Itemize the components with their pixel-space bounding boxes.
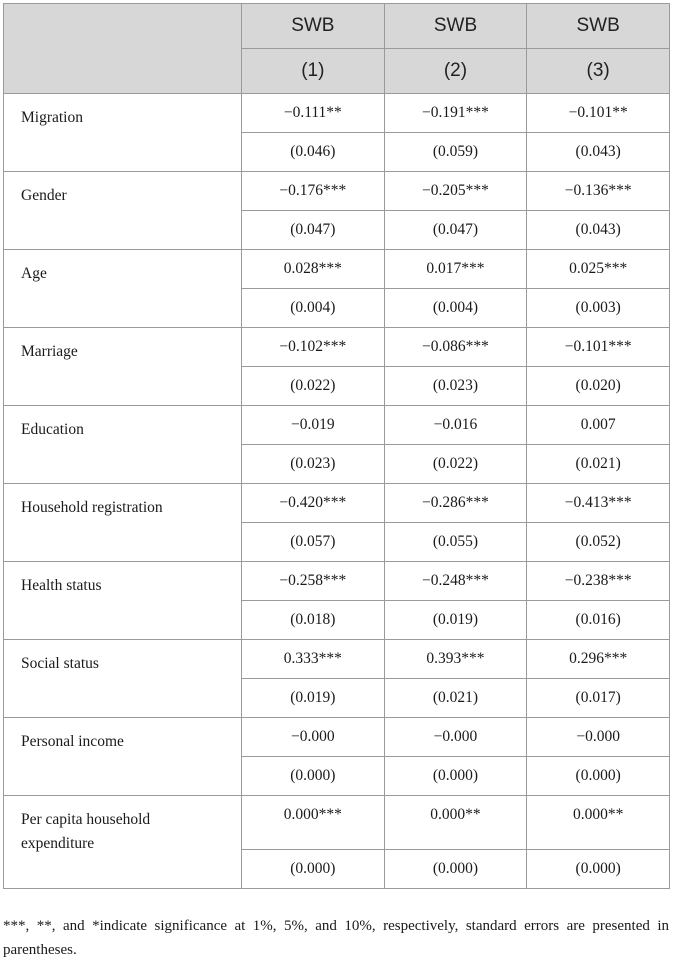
standard-error-cell: (0.057) bbox=[242, 523, 385, 562]
table-row bbox=[4, 718, 670, 757]
coefficient-cell: −0.000 bbox=[527, 718, 670, 757]
coefficient-cell: −0.286*** bbox=[384, 484, 527, 523]
table-row bbox=[4, 640, 670, 679]
table-row bbox=[4, 250, 670, 289]
coefficient-cell: 0.000** bbox=[527, 796, 670, 850]
header-model-3: (3) bbox=[527, 49, 670, 94]
standard-error-cell: (0.003) bbox=[527, 289, 670, 328]
coefficient-cell: −0.258*** bbox=[242, 562, 385, 601]
header-row-dependent bbox=[4, 4, 670, 49]
table-row bbox=[4, 484, 670, 523]
standard-error-cell: (0.022) bbox=[384, 445, 527, 484]
standard-error-cell: (0.004) bbox=[384, 289, 527, 328]
coefficient-cell: −0.101*** bbox=[527, 328, 670, 367]
header-dependent-2: SWB bbox=[384, 4, 527, 49]
coefficient-cell: 0.028*** bbox=[242, 250, 385, 289]
standard-error-cell: (0.047) bbox=[242, 211, 385, 250]
coefficient-cell: −0.248*** bbox=[384, 562, 527, 601]
standard-error-cell: (0.052) bbox=[527, 523, 670, 562]
variable-name-cell: Health status bbox=[4, 562, 242, 640]
coefficient-cell: −0.176*** bbox=[242, 172, 385, 211]
standard-error-cell: (0.004) bbox=[242, 289, 385, 328]
standard-error-cell: (0.021) bbox=[527, 445, 670, 484]
coefficient-cell: −0.413*** bbox=[527, 484, 670, 523]
table-row bbox=[4, 328, 670, 367]
coefficient-cell: −0.019 bbox=[242, 406, 385, 445]
standard-error-cell: (0.043) bbox=[527, 133, 670, 172]
variable-name-cell: Marriage bbox=[4, 328, 242, 406]
variable-name-cell: Personal income bbox=[4, 718, 242, 796]
coefficient-cell: 0.333*** bbox=[242, 640, 385, 679]
table-row bbox=[4, 562, 670, 601]
header-variable-cell bbox=[4, 4, 242, 94]
coefficient-cell: 0.296*** bbox=[527, 640, 670, 679]
coefficient-cell: −0.136*** bbox=[527, 172, 670, 211]
table-footnote: ***, **, and *indicate significance at 1%, 5%, and 10%, respectively, standard errors are presented in parentheses. bbox=[3, 918, 669, 958]
coefficient-cell: 0.017*** bbox=[384, 250, 527, 289]
header-dependent-1: SWB bbox=[242, 4, 385, 49]
coefficient-cell: −0.420*** bbox=[242, 484, 385, 523]
coefficient-cell: 0.000** bbox=[384, 796, 527, 850]
table-row bbox=[4, 406, 670, 445]
standard-error-cell: (0.059) bbox=[384, 133, 527, 172]
coefficient-cell: −0.000 bbox=[384, 718, 527, 757]
variable-name-cell: Gender bbox=[4, 172, 242, 250]
variable-name-cell: Age bbox=[4, 250, 242, 328]
variable-name-cell: Per capita household expenditure bbox=[4, 796, 242, 889]
standard-error-cell: (0.020) bbox=[527, 367, 670, 406]
table-header bbox=[4, 4, 670, 94]
standard-error-cell: (0.000) bbox=[527, 850, 670, 889]
standard-error-cell: (0.019) bbox=[242, 679, 385, 718]
standard-error-cell: (0.046) bbox=[242, 133, 385, 172]
standard-error-cell: (0.017) bbox=[527, 679, 670, 718]
coefficient-cell: −0.102*** bbox=[242, 328, 385, 367]
header-model-1: (1) bbox=[242, 49, 385, 94]
standard-error-cell: (0.019) bbox=[384, 601, 527, 640]
variable-name-cell: Education bbox=[4, 406, 242, 484]
coefficient-cell: 0.007 bbox=[527, 406, 670, 445]
table-row bbox=[4, 172, 670, 211]
coefficient-cell: 0.393*** bbox=[384, 640, 527, 679]
coefficient-cell: 0.025*** bbox=[527, 250, 670, 289]
variable-name-cell: Household registration bbox=[4, 484, 242, 562]
coefficient-cell: −0.101** bbox=[527, 94, 670, 133]
table-row bbox=[4, 796, 670, 850]
standard-error-cell: (0.055) bbox=[384, 523, 527, 562]
variable-name-cell: Social status bbox=[4, 640, 242, 718]
standard-error-cell: (0.043) bbox=[527, 211, 670, 250]
coefficient-cell: 0.000*** bbox=[242, 796, 385, 850]
table-body bbox=[4, 94, 670, 889]
standard-error-cell: (0.016) bbox=[527, 601, 670, 640]
standard-error-cell: (0.023) bbox=[242, 445, 385, 484]
coefficient-cell: −0.016 bbox=[384, 406, 527, 445]
standard-error-cell: (0.000) bbox=[384, 757, 527, 796]
variable-name-cell: Migration bbox=[4, 94, 242, 172]
table-row bbox=[4, 94, 670, 133]
standard-error-cell: (0.018) bbox=[242, 601, 385, 640]
coefficient-cell: −0.205*** bbox=[384, 172, 527, 211]
standard-error-cell: (0.000) bbox=[527, 757, 670, 796]
regression-table-container bbox=[3, 3, 669, 889]
standard-error-cell: (0.000) bbox=[242, 850, 385, 889]
coefficient-cell: −0.191*** bbox=[384, 94, 527, 133]
standard-error-cell: (0.000) bbox=[384, 850, 527, 889]
standard-error-cell: (0.022) bbox=[242, 367, 385, 406]
coefficient-cell: −0.000 bbox=[242, 718, 385, 757]
regression-table bbox=[3, 3, 670, 889]
header-model-2: (2) bbox=[384, 49, 527, 94]
standard-error-cell: (0.047) bbox=[384, 211, 527, 250]
coefficient-cell: −0.086*** bbox=[384, 328, 527, 367]
coefficient-cell: −0.238*** bbox=[527, 562, 670, 601]
standard-error-cell: (0.023) bbox=[384, 367, 527, 406]
header-dependent-3: SWB bbox=[527, 4, 670, 49]
standard-error-cell: (0.000) bbox=[242, 757, 385, 796]
standard-error-cell: (0.021) bbox=[384, 679, 527, 718]
coefficient-cell: −0.111** bbox=[242, 94, 385, 133]
